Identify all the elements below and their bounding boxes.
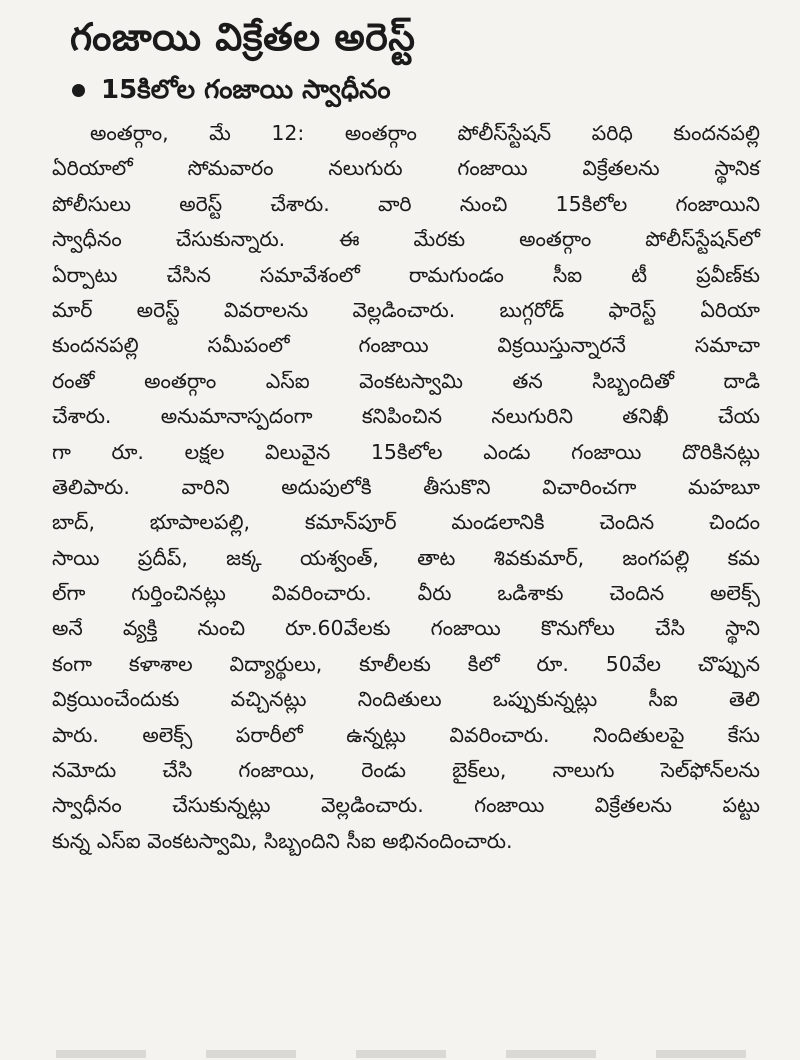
next-column-edge — [56, 1050, 760, 1058]
body-line: స్వాధీనం చేసుకున్నారు. ఈ మేరకు అంతర్గాం పోలీస్‌స్టేషన్‌లో — [52, 227, 760, 252]
body-line: నమోదు చేసి గంజాయి, రెండు బైక్‌లు, నాలుగు సెల్‌ఫోన్‌లను — [52, 758, 760, 783]
body-line: ఏర్పాటు చేసిన సమావేశంలో రామగుండం సీఐ టీ ప్రవీణ్‌కు — [52, 262, 760, 287]
body-line: బాద్, భూపాలపల్లి, కమాన్‌పూర్ మండలానికి చెందిన చిందం — [52, 510, 760, 535]
body-line: అంతర్గాం, మే 12: అంతర్గాం పోలీస్‌స్టేషన్ పరిధి కుందనపల్లి — [90, 121, 760, 145]
bullet-icon — [72, 84, 85, 97]
subheadline: 15కిలోల గంజాయి స్వాధీనం — [101, 75, 391, 105]
body-line: స్వాధీనం చేసుకున్నట్లు వెల్లడించారు. గంజాయి విక్రేతలను పట్టు — [52, 793, 760, 818]
body-line: అనే వ్యక్తి నుంచి రూ.60వేలకు గంజాయి కొనుగోలు చేసి స్థాని — [52, 616, 760, 641]
body-line: పారు. అలెక్స్ పరారీలో ఉన్నట్లు వివరించారు. నిందితులపై కేసు — [52, 722, 760, 747]
body-line: మార్ అరెస్ట్ వివరాలను వెల్లడించారు. బుగ్గరోడ్ ఫారెస్ట్ ఏరియా — [52, 297, 760, 322]
body-line: కుందనపల్లి సమీపంలో గంజాయి విక్రయిస్తున్నారనే సమాచా — [52, 333, 760, 358]
body-line: పోలీసులు అరెస్ట్ చేశారు. వారి నుంచి 15కిలోల గంజాయిని — [52, 191, 760, 216]
article-body — [52, 116, 760, 859]
body-line: తెలిపారు. వారిని అదుపులోకి తీసుకొని విచారించగా మహబూ — [52, 474, 760, 499]
body-line: ఏరియాలో సోమవారం నలుగురు గంజాయి విక్రేతలను స్థానిక — [52, 156, 760, 181]
body-line: విక్రయించేందుకు వచ్చినట్లు నిందితులు ఒప్పుకున్నట్లు సీఐ తెలి — [52, 687, 760, 712]
headline: గంజాయి విక్రేతల అరెస్ట్ — [70, 15, 416, 59]
body-line: రంతో అంతర్గాం ఎస్ఐ వెంకటస్వామి తన సిబ్బందితో దాడి — [52, 368, 760, 393]
body-line: గా రూ. లక్షల విలువైన 15కిలోల ఎండు గంజాయి దొరికినట్లు — [52, 439, 760, 464]
body-line: ల్‌గా గుర్తించినట్లు వివరించారు. వీరు ఒడిశాకు చెందిన అలెక్స్ — [52, 581, 760, 606]
body-line: కున్న ఎస్ఐ వెంకటస్వామి, సిబ్బందిని సీఐ అభినందించారు. — [52, 828, 513, 853]
body-line: చేశారు. అనుమానాస్పదంగా కనిపించిన నలుగురిని తనిఖీ చేయ — [52, 404, 760, 429]
subheadline-row — [72, 72, 760, 108]
body-line: సాయి ప్రదీప్, జక్క యశ్వంత్, తాట శివకుమార్, జంగపల్లి కమ — [52, 545, 760, 570]
body-line: కంగా కళాశాల విద్యార్థులు, కూలీలకు కిలో రూ. 50వేల చొప్పున — [52, 651, 760, 676]
